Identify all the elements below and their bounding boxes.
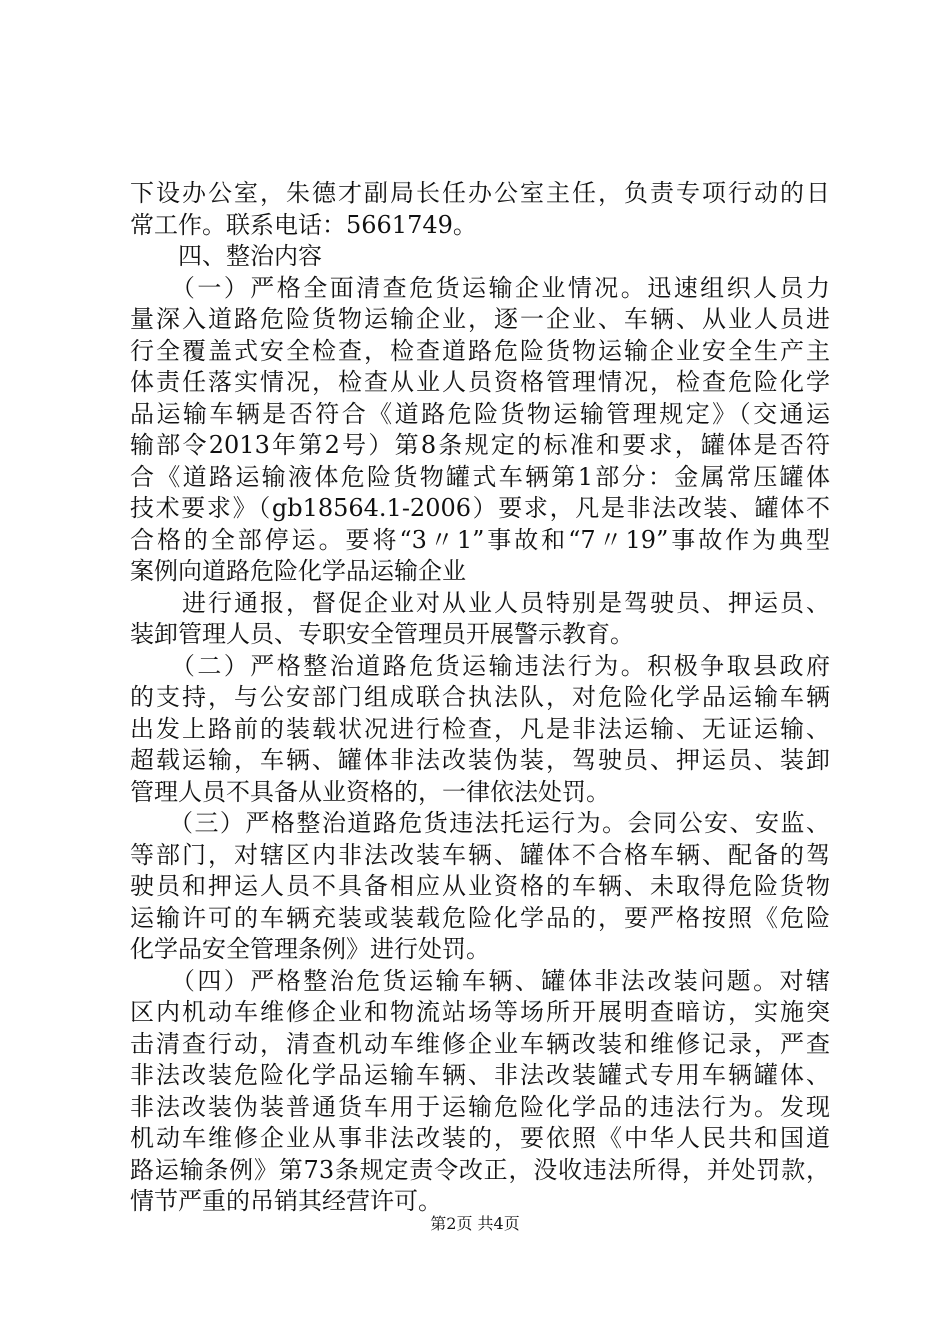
body-line: 技术要求》（gb18564.1-2006）要求，凡是非法改装、罐体不 [130,494,830,522]
body-line: 管理人员不具备从业资格的，一律依法处罚。 [130,778,610,806]
body-line: （一）严格全面清查危货运输企业情况。迅速组织人员力 [130,274,830,302]
body-line: 常工作。联系电话：5661749。 [130,211,477,239]
body-line: 合格的全部停运。要将“3〃1”事故和“7〃19”事故作为典型 [130,526,830,554]
body-line: 击清查行动，清查机动车维修企业车辆改装和维修记录，严查 [130,1030,830,1058]
body-line: 化学品安全管理条例》进行处罚。 [130,935,490,963]
page-footer: 第2页 共4页 [430,1214,520,1233]
body-line: 路运输条例》第73条规定责令改正，没收违法所得，并处罚款， [130,1156,830,1184]
body-line: 超载运输，车辆、罐体非法改装伪装，驾驶员、押运员、装卸 [130,746,830,774]
body-line: 体责任落实情况，检查从业人员资格管理情况，检查危险化学 [130,368,830,396]
section-heading: 四、整治内容 [130,242,322,270]
body-line: 进行通报，督促企业对从业人员特别是驾驶员、押运员、 [130,589,830,617]
body-line: 合《道路运输液体危险货物罐式车辆第1部分：金属常压罐体 [130,463,830,491]
body-line: 量深入道路危险货物运输企业，逐一企业、车辆、从业人员进 [130,305,830,333]
body-line: 输部令2013年第2号）第8条规定的标准和要求，罐体是否符 [130,431,830,459]
body-line: 驶员和押运人员不具备相应从业资格的车辆、未取得危险货物 [130,872,830,900]
body-line: 等部门，对辖区内非法改装车辆、罐体不合格车辆、配备的驾 [130,841,830,869]
body-line: 机动车维修企业从事非法改装的，要依照《中华人民共和国道 [130,1124,830,1152]
body-line: （三）严格整治道路危货违法托运行为。会同公安、安监、 [130,809,830,837]
body-line: 情节严重的吊销其经营许可。 [130,1187,442,1215]
body-line: 区内机动车维修企业和物流站场等场所开展明查暗访，实施突 [130,998,830,1026]
body-line: （二）严格整治道路危货运输违法行为。积极争取县政府 [130,652,830,680]
body-line: 非法改装危险化学品运输车辆、非法改装罐式专用车辆罐体、 [130,1061,830,1089]
body-line: 的支持，与公安部门组成联合执法队，对危险化学品运输车辆 [130,683,830,711]
body-line: 运输许可的车辆充装或装载危险化学品的，要严格按照《危险 [130,904,830,932]
body-line: 案例向道路危险化学品运输企业 [130,557,466,585]
body-line: （四）严格整治危货运输车辆、罐体非法改装问题。对辖 [130,967,830,995]
body-line: 非法改装伪装普通货车用于运输危险化学品的违法行为。发现 [130,1093,830,1121]
body-line: 行全覆盖式安全检查，检查道路危险货物运输企业安全生产主 [130,337,830,365]
body-line: 出发上路前的装载状况进行检查，凡是非法运输、无证运输、 [130,715,830,743]
body-line: 装卸管理人员、专职安全管理员开展警示教育。 [130,620,634,648]
body-line: 品运输车辆是否符合《道路危险货物运输管理规定》（交通运 [130,400,830,428]
body-line: 下设办公室，朱德才副局长任办公室主任，负责专项行动的日 [130,179,830,207]
